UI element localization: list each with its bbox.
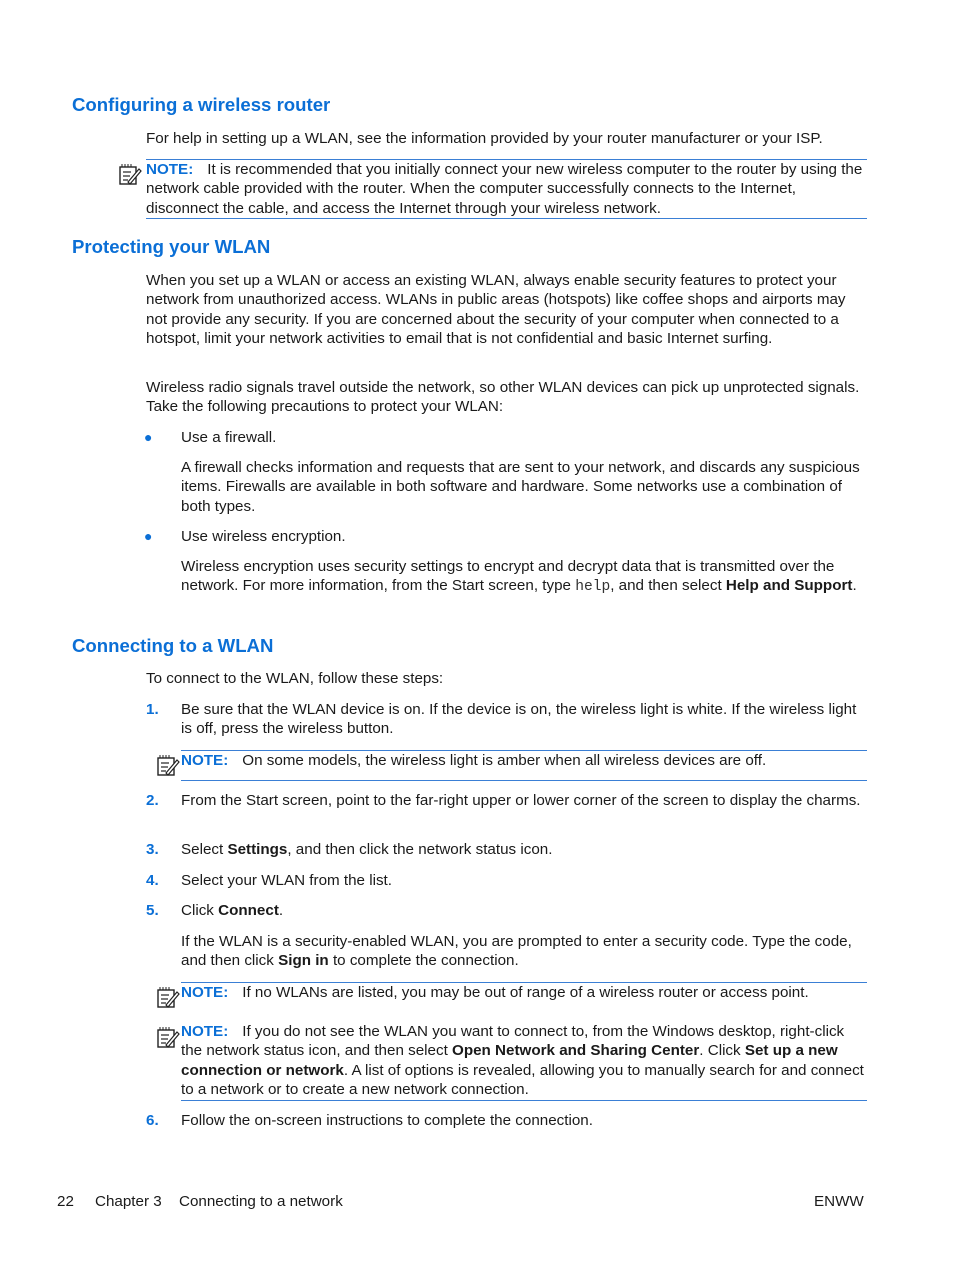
code-help: help	[575, 579, 611, 596]
step-number: 1.	[146, 701, 159, 718]
step-description: If the WLAN is a security-enabled WLAN, you are prompted to enter a security code. Type the code, and then click Sign in to complete the connection.	[181, 933, 852, 970]
sign-in-label: Sign in	[278, 952, 329, 970]
step-number: 4.	[146, 872, 159, 889]
connect-label: Connect	[218, 902, 279, 919]
bullet: ●	[144, 429, 153, 445]
page-number: 22	[57, 1193, 74, 1210]
note-box	[181, 750, 867, 781]
step-text: Select Settings, and then click the network status icon.	[181, 841, 553, 858]
note-text: It is recommended that you initially connect your new wireless computer to the router by using the network cable provided with the router. When the computer successfully connects to the Internet, disconnect the cable, and access the Internet through your wireless network.	[146, 161, 863, 217]
step-text: Follow the on-screen instructions to complete the connection.	[181, 1112, 593, 1129]
bullet: ●	[144, 528, 153, 544]
note-box	[181, 982, 867, 1001]
open-network-center-label: Open Network and Sharing Center	[452, 1042, 700, 1060]
paragraph: When you set up a WLAN or access an existing WLAN, always enable security features to protect your network from unauthorized access. WLANs in public areas (hotspots) like coffee shops and airports may not provide any security. If you are concerned about the security of your computer when connected to a hotspot, limit your network activities to email that is not confidential and basic Internet surfing.	[146, 272, 846, 347]
section-heading-protecting-wlan: Protecting your WLAN	[72, 236, 271, 257]
set-up-connection-label: Set up a new connection or network	[181, 1042, 838, 1079]
note-label: NOTE:	[181, 984, 229, 1001]
step-text: Click Connect.	[181, 902, 284, 919]
bullet-description: A firewall checks information and requests that are sent to your network, and discards any suspicious items. Firewalls are available in both software and hardware. Some networks use a combination of both types.	[181, 459, 860, 515]
note-icon	[156, 1026, 180, 1050]
region-code: ENWW	[814, 1193, 864, 1210]
note-box	[146, 159, 867, 219]
note-label: NOTE:	[181, 1023, 229, 1040]
step-number: 5.	[146, 902, 159, 919]
paragraph: To connect to the WLAN, follow these steps:	[146, 670, 444, 687]
chapter-title: Connecting to a network	[179, 1193, 343, 1210]
step-text: From the Start screen, point to the far-right upper or lower corner of the screen to display the charms.	[181, 792, 861, 809]
section-heading-configuring-router: Configuring a wireless router	[72, 94, 331, 115]
step-text: Be sure that the WLAN device is on. If the device is on, the wireless light is white. If the wireless light is off, press the wireless button.	[181, 701, 857, 738]
note-label: NOTE:	[146, 161, 194, 178]
bullet-title: Use wireless encryption.	[181, 528, 346, 545]
note-icon	[156, 986, 180, 1010]
note-icon	[118, 163, 142, 187]
step-number: 2.	[146, 792, 159, 809]
paragraph: Wireless radio signals travel outside the network, so other WLAN devices can pick up unprotected signals. Take the following precautions to protect your WLAN:	[146, 379, 860, 416]
bullet-description: Wireless encryption uses security settings to encrypt and decrypt data that is transmitted over the network. For more information, from the Start screen, type help, and then select Help and Support.	[181, 558, 857, 596]
note-text: On some models, the wireless light is amber when all wireless devices are off.	[242, 752, 767, 769]
step-number: 6.	[146, 1112, 159, 1129]
step-text: Select your WLAN from the list.	[181, 872, 393, 889]
note-icon	[156, 754, 180, 778]
note-text: If no WLANs are listed, you may be out of range of a wireless router or access point.	[242, 984, 809, 1001]
chapter-label: Chapter 3	[95, 1193, 162, 1210]
bullet-title: Use a firewall.	[181, 429, 277, 446]
note-label: NOTE:	[181, 752, 229, 769]
note-box: NOTE: If you do not see the WLAN you want to connect to, from the Windows desktop, right-click the network status icon, and then select Open Network and Sharing Center. Click Set up a new connection or network. A list of options is revealed, allowing you to manually search for and connect to a network or to create a new network connection.	[181, 1022, 867, 1101]
section-heading-connecting-wlan: Connecting to a WLAN	[72, 635, 274, 656]
settings-label: Settings	[227, 841, 288, 858]
step-number: 3.	[146, 841, 159, 858]
help-and-support-label: Help and Support	[725, 577, 853, 595]
paragraph: For help in setting up a WLAN, see the information provided by your router manufacturer or your ISP.	[146, 130, 823, 147]
